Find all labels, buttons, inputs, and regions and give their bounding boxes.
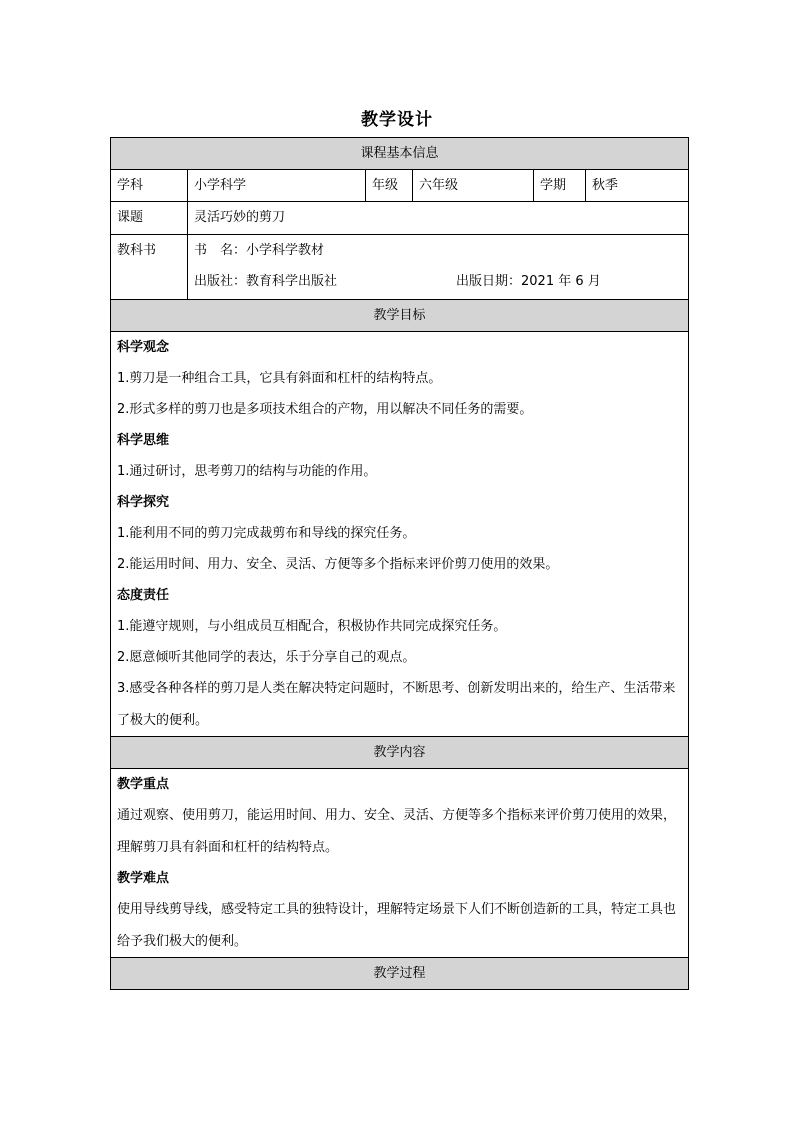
thinking-title: 科学思维 xyxy=(117,433,170,448)
inquiry-title: 科学探究 xyxy=(117,495,170,510)
topic-value: 灵活巧妙的剪刀 xyxy=(188,202,689,235)
publisher: 出版社：教育科学出版社 xyxy=(194,274,338,289)
section-basic-info xyxy=(111,138,689,170)
list-item: 2.愿意倾听其他同学的表达，乐于分享自己的观点。 xyxy=(117,650,416,665)
info-row-subject xyxy=(111,170,689,202)
section-content xyxy=(111,737,689,769)
section-header: 教学过程 xyxy=(111,958,689,990)
list-item: 1.剪刀是一种组合工具，它具有斜面和杠杆的结构特点。 xyxy=(117,371,442,386)
content-body xyxy=(111,769,689,958)
info-row-topic xyxy=(111,202,689,235)
topic-label: 课题 xyxy=(111,202,188,235)
attitude-title: 态度责任 xyxy=(117,588,170,603)
list-item: 1.能遵守规则，与小组成员互相配合，积极协作共同完成探究任务。 xyxy=(117,619,507,634)
section-header: 教学内容 xyxy=(111,737,689,769)
section-process xyxy=(111,958,689,990)
section-header: 教学目标 xyxy=(111,300,689,332)
info-row-textbook xyxy=(111,235,689,300)
list-item: 3.感受各种各样的剪刀是人类在解决特定问题时，不断思考、创新发明出来的，给生产、生活带来了极大的便利。 xyxy=(117,681,676,728)
page-title: 教学设计 xyxy=(361,110,433,130)
list-item: 1.能利用不同的剪刀完成裁剪布和导线的探究任务。 xyxy=(117,526,416,541)
goals-body xyxy=(111,332,689,737)
grade-label: 年级 xyxy=(366,170,413,202)
list-item: 2.能运用时间、用力、安全、灵活、方便等多个指标来评价剪刀使用的效果。 xyxy=(117,557,559,572)
lesson-design-table xyxy=(110,137,689,990)
key-point-text: 通过观察、使用剪刀，能运用时间、用力、安全、灵活、方便等多个指标来评价剪刀使用的效果，理解剪刀具有斜面和杠杆的结构特点。 xyxy=(117,808,677,855)
publish-date: 出版日期：2021 年 6 月 xyxy=(456,274,601,289)
list-item: 2.形式多样的剪刀也是多项技术组合的产物，用以解决不同任务的需要。 xyxy=(117,402,533,417)
subject-label: 学科 xyxy=(111,170,188,202)
subject-value: 小学科学 xyxy=(188,170,366,202)
publisher-line xyxy=(194,266,682,297)
difficulty-title: 教学难点 xyxy=(117,871,170,886)
textbook-label: 教科书 xyxy=(117,243,157,258)
book-name: 书 名：小学科学教材 xyxy=(194,243,325,258)
section-header: 课程基本信息 xyxy=(111,138,689,170)
concept-title: 科学观念 xyxy=(117,340,170,355)
key-point-title: 教学重点 xyxy=(117,777,170,792)
term-label: 学期 xyxy=(534,170,586,202)
list-item: 1.通过研讨，思考剪刀的结构与功能的作用。 xyxy=(117,464,377,479)
grade-value: 六年级 xyxy=(413,170,534,202)
section-goals xyxy=(111,300,689,332)
term-value: 秋季 xyxy=(586,170,689,202)
difficulty-text: 使用导线剪导线，感受特定工具的独特设计，理解特定场景下人们不断创造新的工具，特定工具也给予我们极大的便利。 xyxy=(117,902,677,949)
